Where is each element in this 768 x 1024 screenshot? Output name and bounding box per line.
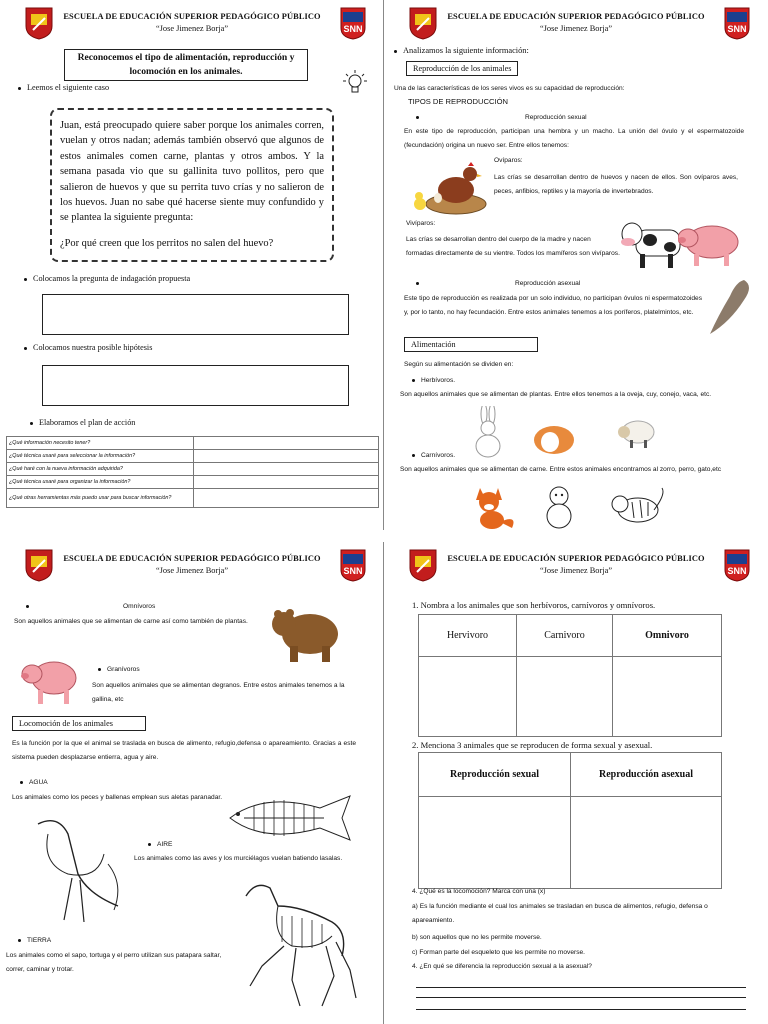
herbivore-answer-cell[interactable]: [419, 657, 517, 737]
sheep-illustration: [616, 416, 656, 450]
school-subtitle: “Jose Jimenez Borja”: [155, 24, 229, 33]
snn-emblem-logo: [724, 548, 750, 582]
hypothesis-prompt: Colocamos nuestra posible hipótesis: [24, 343, 152, 352]
case-box: [50, 108, 334, 262]
herbivore-header: Hervivoro: [419, 615, 517, 657]
snn-emblem-logo: [340, 6, 366, 40]
snn-emblem-logo: [724, 6, 750, 40]
option-b[interactable]: b) son aquellos que no les permite moverse.: [412, 934, 542, 941]
fish-skeleton-illustration: [224, 788, 356, 846]
diet-classification-table: [418, 614, 722, 737]
bear-illustration: [270, 600, 342, 664]
question-3: 4. ¿Qué es la locomoción? Marca con una (x): [412, 888, 546, 895]
snn-emblem-text: SNN: [727, 566, 747, 576]
asexual-text: Este tipo de reproducción es realizada por un solo individuo, no participan óvulos ni espermatozoides y, por lo tanto, no hay fecundación. Entre estos animales tenemos a los poríferos, platelmintos, etc.: [404, 295, 702, 316]
granivores-heading: Granívoros: [98, 663, 140, 677]
rabbit-illustration: [470, 406, 506, 458]
hen-and-chicks-illustration: [408, 152, 490, 218]
herbivores-heading: Herbívoros.: [412, 374, 455, 388]
answer-line[interactable]: [416, 997, 746, 998]
snn-emblem-logo: [340, 548, 366, 582]
page-header: [0, 542, 384, 586]
viviparous-text: Las crías se desarrollan dentro del cuerpo de la madre y nacen formadas directamente de su vientre. Todos los mamíferos son vivíparos.: [406, 236, 620, 257]
page-4: [384, 542, 768, 1024]
dog-illustration: [540, 484, 578, 530]
school-subtitle: “Jose Jimenez Borja”: [155, 566, 229, 575]
page-header: [384, 542, 768, 586]
table-row: [419, 797, 722, 889]
school-name: ESCUELA DE EDUCACIÓN SUPERIOR PEDAGÓGICO PÚBLICO: [447, 554, 705, 563]
case-question: ¿Por qué creen que los perritos no salen del huevo?: [60, 238, 274, 249]
leemos-label: Leemos el siguiente caso: [18, 83, 109, 92]
herbivores-text: Son aquellos animales que se alimentan de plantas. Entre ellos tenemos a la oveja, cuy, conejo, vaca, etc.: [400, 391, 712, 398]
fox-illustration: [472, 484, 518, 530]
school-name: ESCUELA DE EDUCACIÓN SUPERIOR PEDAGÓGICO PÚBLICO: [63, 12, 321, 21]
granivores-text: Son aquellos animales que se alimentan degranos. Entre estos animales tenemos a la gallina, etc: [92, 682, 345, 703]
plan-answer-cell[interactable]: [194, 489, 379, 508]
air-heading: AIRE: [148, 838, 172, 852]
carnivore-answer-cell[interactable]: [517, 657, 613, 737]
question-4: 4. ¿En qué se diferencia la reproducción sexual a la asexual?: [412, 963, 592, 970]
oviparous-heading: Ovíparos:: [494, 157, 523, 164]
question-1: 1. Nombra a los animales que son herbívoros, carnívoros y omnívoros.: [412, 600, 656, 610]
school-crest-logo: [408, 6, 438, 40]
land-heading: TIERRA: [18, 934, 51, 948]
plan-answer-cell[interactable]: [194, 450, 379, 463]
analizamos-label: Analizamos la siguiente información:: [394, 46, 529, 55]
answer-line[interactable]: [416, 987, 746, 988]
option-c[interactable]: c) Forman parte del esqueleto que les permite no moverse.: [412, 949, 585, 956]
horse-skeleton-illustration: [222, 876, 362, 1016]
snn-emblem-text: SNN: [343, 566, 363, 576]
table-row: ¿Qué otras herramientas más puedo usar para buscar información?: [7, 489, 379, 508]
air-text: Los animales como las aves y los murciélagos vuelan batiendo lasalas.: [134, 855, 343, 862]
school-crest-logo: [24, 548, 54, 582]
snn-emblem-text: SNN: [343, 24, 363, 34]
sexual-answer-cell[interactable]: [419, 797, 571, 889]
locomotion-section-label: Locomoción de los animales: [12, 716, 146, 731]
pig-illustration: [20, 652, 80, 708]
viviparous-heading: Vivíparos:: [406, 220, 436, 227]
school-crest-logo: [408, 548, 438, 582]
bird-skeleton-illustration: [28, 814, 128, 926]
repro-intro: Una de las características de los seres vivos es su capacidad de reproducción:: [394, 85, 625, 92]
page-2: [384, 0, 768, 530]
inquiry-question-field[interactable]: [42, 294, 349, 335]
repro-types-heading: TIPOS DE REPRODUCCIÓN: [408, 97, 508, 106]
question-prompt: Colocamos la pregunta de indagación propuesta: [24, 274, 190, 283]
table-row: [419, 753, 722, 797]
plan-answer-cell[interactable]: [194, 463, 379, 476]
locomotion-text: Es la función por la que el animal se traslada en busca de alimento, refugio,defensa o apareamiento. Gracias a este sistema pueden desplazarse entierra, agua y aire.: [12, 740, 356, 761]
feeding-section-label: Alimentación: [404, 337, 538, 352]
omnivore-answer-cell[interactable]: [613, 657, 722, 737]
carnivores-text: Son aquellos animales que se alimentan de carne. Entre estos animales encontramos al zorro, perro, gato,etc: [400, 466, 722, 473]
page-header: [384, 0, 768, 44]
table-row: ¿Qué información necesito tener?: [7, 437, 379, 450]
asexual-header: Reproducción asexual: [571, 753, 722, 797]
option-a[interactable]: a) Es la función mediante el cual los animales se trasladan en busca de alimentos, refugio, defensa o apareamiento.: [412, 903, 708, 924]
omnivores-text: Son aquellos animales que se alimentan de carne así como también de plantas.: [14, 618, 248, 625]
land-text: Los animales como el sapo, tortuga y el perro utilizan sus patapara saltar, correr, caminar y trotar.: [6, 952, 222, 973]
page-3: [0, 542, 384, 1024]
omnivore-header: Omnivoro: [613, 615, 722, 657]
table-row: ¿Qué técnica usaré para seleccionar la información?: [7, 450, 379, 463]
asexual-heading: Reproducción asexual: [416, 277, 580, 291]
guinea-pig-illustration: [530, 420, 578, 458]
reproduction-section-label: Reproducción de los animales: [406, 61, 518, 76]
table-row: [419, 657, 722, 737]
carnivore-header: Carnivoro: [517, 615, 613, 657]
action-plan-table: [6, 436, 379, 508]
school-crest-logo: [24, 6, 54, 40]
hypothesis-field[interactable]: [42, 365, 349, 406]
sexual-heading: Reproducción sexual: [416, 111, 587, 125]
cat-illustration: [606, 484, 668, 530]
sexual-header: Reproducción sexual: [419, 753, 571, 797]
asexual-answer-cell[interactable]: [571, 797, 722, 889]
lightbulb-icon: [342, 68, 368, 98]
table-row: ¿Qué haré con la nueva información adquirida?: [7, 463, 379, 476]
oviparous-text: Las crías se desarrollan dentro de huevos y nacen de ellos. Son ovíparos aves, peces, anfibios, reptiles y la mayoría de invertebrados.: [494, 174, 738, 195]
sexual-text: En este tipo de reproducción, participan una hembra y un macho. La unión del óvulo y el espermatozoide (fecundación) origina un nuevo ser. Entre ellos tenemos:: [404, 128, 744, 149]
page-1: [0, 0, 384, 530]
page-header: [0, 0, 384, 44]
page-title: Reconocemos el tipo de alimentación, reproducción y locomoción en los animales.: [64, 49, 308, 81]
snn-emblem-text: SNN: [727, 24, 747, 34]
feeding-intro: Según su alimentación se dividen en:: [404, 361, 514, 368]
answer-line[interactable]: [416, 1009, 746, 1010]
page-gap: [0, 530, 768, 542]
table-row: ¿Qué técnica usaré para organizar la información?: [7, 476, 379, 489]
school-subtitle: “Jose Jimenez Borja”: [539, 24, 613, 33]
omnivores-heading: Omnívoros: [26, 600, 155, 614]
table-row: [419, 615, 722, 657]
carnivores-heading: Carnívoros.: [412, 449, 455, 463]
cow-illustration: [620, 214, 684, 272]
pig-illustration: [678, 218, 742, 272]
school-name: ESCUELA DE EDUCACIÓN SUPERIOR PEDAGÓGICO PÚBLICO: [63, 554, 321, 563]
water-heading: AGUA: [20, 776, 48, 790]
water-text: Los animales como los peces y ballenas emplean sus aletas paranadar.: [12, 794, 223, 801]
case-text: Juan, está preocupado quiere saber porque los animales corren, vuelan y otros nadan; además también observó que algunos de estos animales comen carne, plantas y otros ambos. Y la semana pasada vio que su gallinita tuvo pollitos, pero que salieron de huevos y que su perrita tuvo crías y no salieron de los huevos. Juan no sabe qué hacerse siente muy confundido y se plantea la siguiente pregunta:: [60, 120, 324, 224]
reproduction-table: [418, 752, 722, 889]
school-subtitle: “Jose Jimenez Borja”: [539, 566, 613, 575]
plan-answer-cell[interactable]: [194, 476, 379, 489]
action-plan-label: Elaboramos el plan de acción: [30, 418, 135, 427]
school-name: ESCUELA DE EDUCACIÓN SUPERIOR PEDAGÓGICO PÚBLICO: [447, 12, 705, 21]
plan-answer-cell[interactable]: [194, 437, 379, 450]
planarian-illustration: [704, 272, 752, 338]
question-2: 2. Menciona 3 animales que se reproducen de forma sexual y asexual.: [412, 740, 653, 750]
